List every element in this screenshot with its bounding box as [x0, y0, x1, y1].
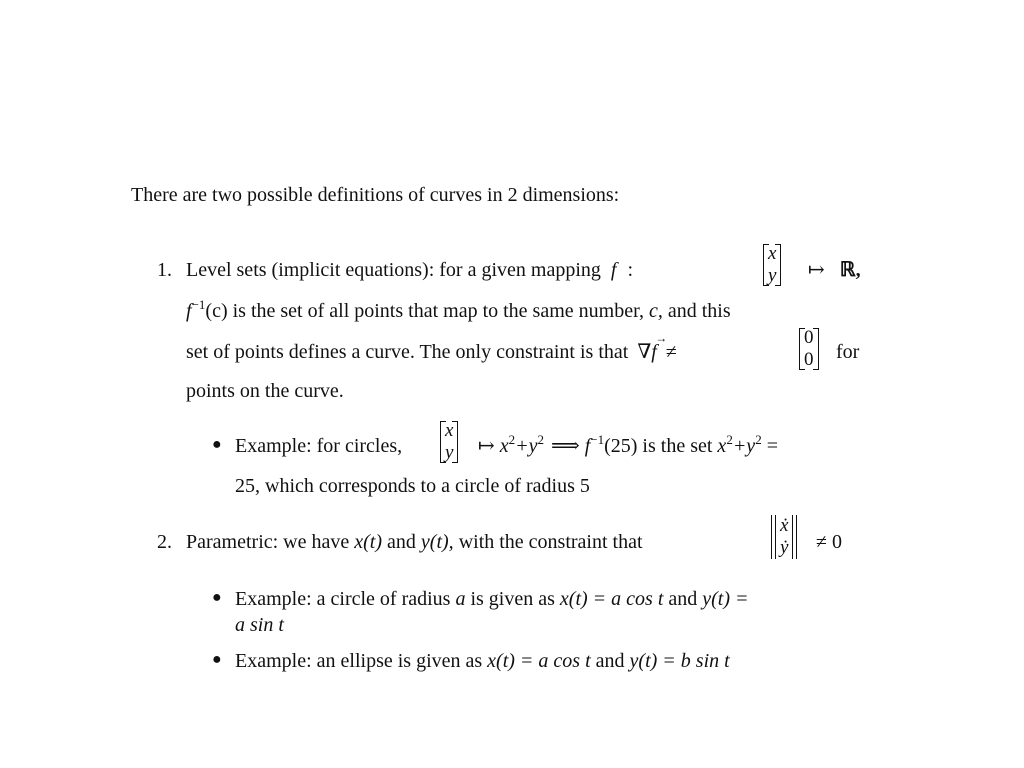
item1-mapsto-reals	[808, 258, 861, 282]
item1-line3	[186, 340, 677, 364]
item1-zero-bottom: 0	[804, 349, 814, 370]
item1-maps-to: ↦	[808, 259, 825, 281]
item1-vec-x: x	[768, 243, 777, 264]
item2-example1-line1: Example: a circle of radius a is given as x(t) = a cos t and y(t) =	[235, 588, 749, 610]
item2-ydot: ẏ	[780, 537, 789, 558]
item2-lead: Parametric: we have	[186, 531, 350, 553]
item1-f: f	[610, 259, 617, 281]
item1-and-this: and this	[667, 300, 731, 322]
item2-and: and	[387, 531, 416, 553]
item1-neq: ≠	[665, 341, 677, 363]
item2-norm-vector	[768, 515, 800, 559]
item1-line2-rest: (c) is the set of all points that map to the same number,	[205, 300, 644, 322]
item2-xdot: ẋ	[780, 515, 789, 536]
item1-c: c,	[648, 300, 663, 322]
item1-example-line2: 25, which corresponds to a circle of radius 5	[235, 475, 590, 497]
item1-vec-y: y	[768, 265, 777, 286]
item1-example-label: Example: for circles,	[235, 435, 403, 457]
item2-example1-line2: a sin t	[235, 614, 284, 636]
bullet-dot: ●	[212, 589, 222, 606]
item1-vector-xy	[760, 243, 784, 287]
item1-number: 1.	[157, 259, 172, 281]
intro-text: There are two possible definitions of curves in 2 dimensions:	[131, 184, 620, 206]
item1-example-expr: ↦ $x^2+y^2$ ⟹ $f^{-1}(25)$ is the set $x^2+y^2$ =	[478, 432, 778, 457]
item1-example-mapsto: ↦	[478, 435, 495, 457]
item1-reals: ℝ,	[839, 259, 861, 281]
item1-grad-f: f →	[651, 340, 657, 364]
item2-yt: y(t),	[420, 531, 454, 553]
item1-line1	[186, 258, 633, 282]
item1-line2: $f^{-1}(c)$ is the set of all points that map to the same number, c, and this	[186, 297, 731, 322]
item2-line1	[186, 530, 643, 554]
item1-lead: Level sets (implicit equations): for a given mapping	[186, 259, 601, 281]
item1-zero-vector	[796, 327, 822, 371]
item2-neq-zero: ≠ 0	[816, 531, 842, 553]
item1-example-implies: ⟹	[551, 435, 580, 457]
item2-constraint: with the constraint that	[458, 531, 643, 553]
item2-number: 2.	[157, 531, 172, 553]
item1-for: for	[836, 341, 860, 363]
bullet-dot: ●	[212, 651, 222, 668]
item2-xt: x(t)	[354, 531, 383, 553]
item1-zero-top: 0	[804, 327, 814, 348]
bullet-dot: ●	[212, 436, 222, 453]
item1-finv: f	[186, 300, 192, 322]
item1-nabla: ∇	[637, 341, 652, 363]
item1-line3-start: set of points defines a curve. The only constraint is that	[186, 341, 629, 363]
item2-example2-line1: Example: an ellipse is given as x(t) = a cos t and y(t) = b sin t	[235, 650, 730, 672]
item1-line4: points on the curve.	[186, 380, 344, 402]
item1-example-vector: x y	[437, 420, 461, 464]
item1-colon: :	[627, 259, 634, 281]
